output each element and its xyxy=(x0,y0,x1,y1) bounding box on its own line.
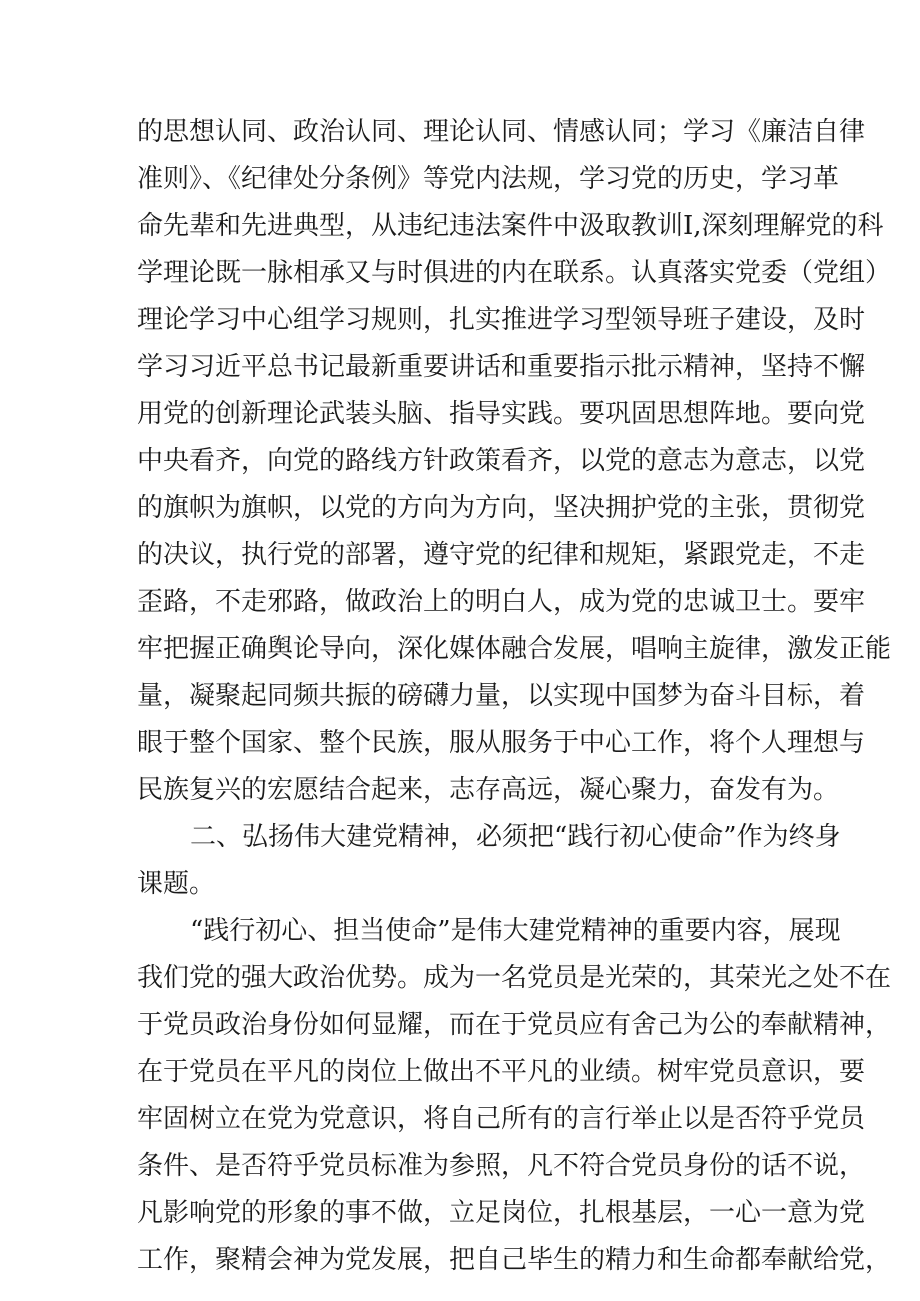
text-line: 的决议，执行党的部署，遵守党的纪律和规矩，紧跟党走，不走 xyxy=(137,540,866,570)
text-line: 歪路，不走邪路，做政治上的明白人，成为党的忠诚卫士。要牢 xyxy=(137,587,866,617)
text-line: 的思想认同、政治认同、理论认同、情感认同；学习《廉洁自律 xyxy=(137,117,866,147)
text-line: 学习习近平总书记最新重要讲话和重要指示批示精神，坚持不懈 xyxy=(137,352,866,382)
text-line: 学理论既一脉相承又与时俱进的内在联系。认真落实党委（党组） xyxy=(137,258,892,288)
text-line: 用党的创新理论武装头脑、指导实践。要巩固思想阵地。要向党 xyxy=(137,399,866,429)
text-line: 于党员政治身份如何显耀，而在于党员应有舍己为公的奉献精神， xyxy=(137,1010,892,1040)
text-line: 在于党员在平凡的岗位上做出不平凡的业绩。树牢党员意识，要 xyxy=(137,1057,866,1087)
text-line: 中央看齐，向党的路线方针政策看齐，以党的意志为意志，以党 xyxy=(137,446,866,476)
text-line: 理论学习中心组学习规则，扎实推进学习型领导班子建设，及时 xyxy=(137,305,866,335)
text-line: 命先辈和先进典型，从违纪违法案件中汲取教训I,深刻理解党的科 xyxy=(137,211,884,241)
text-line: 民族复兴的宏愿结合起来，志存高远，凝心聚力，奋发有为。 xyxy=(137,775,840,805)
text-line: 牢固树立在党为党意识，将自己所有的言行举止以是否符乎党员 xyxy=(137,1104,866,1134)
text-line: 工作，聚精会神为党发展，把自己毕生的精力和生命都奉献给党， xyxy=(137,1245,892,1275)
text-line: 眼于整个国家、整个民族，服从服务于中心工作，将个人理想与 xyxy=(137,728,866,758)
text-line: 牢把握正确舆论导向，深化媒体融合发展，唱响主旋律，激发正能 xyxy=(137,634,892,664)
text-line: 准则》、《纪律处分条例》等党内法规，学习党的历史，学习革 xyxy=(137,164,840,194)
text-line: 凡影响党的形象的事不做，立足岗位，扎根基层，一心一意为党 xyxy=(137,1198,866,1228)
text-line: 的旗帜为旗帜，以党的方向为方向，坚决拥护党的主张，贯彻党 xyxy=(137,493,866,523)
text-line: 量，凝聚起同频共振的磅礴力量，以实现中国梦为奋斗目标，着 xyxy=(137,681,866,711)
text-line: 我们党的强大政治优势。成为一名党员是光荣的，其荣光之处不在 xyxy=(137,963,892,993)
section-heading: 二、弘扬伟大建党精神，必须把“践行初心使命”作为终身 xyxy=(190,822,841,852)
section-heading-cont: 课题。 xyxy=(137,869,216,899)
text-line: 条件、是否符乎党员标准为参照，凡不符合党员身份的话不说， xyxy=(137,1151,866,1181)
text-line: “践行初心、担当使命”是伟大建党精神的重要内容，展现 xyxy=(190,916,841,946)
